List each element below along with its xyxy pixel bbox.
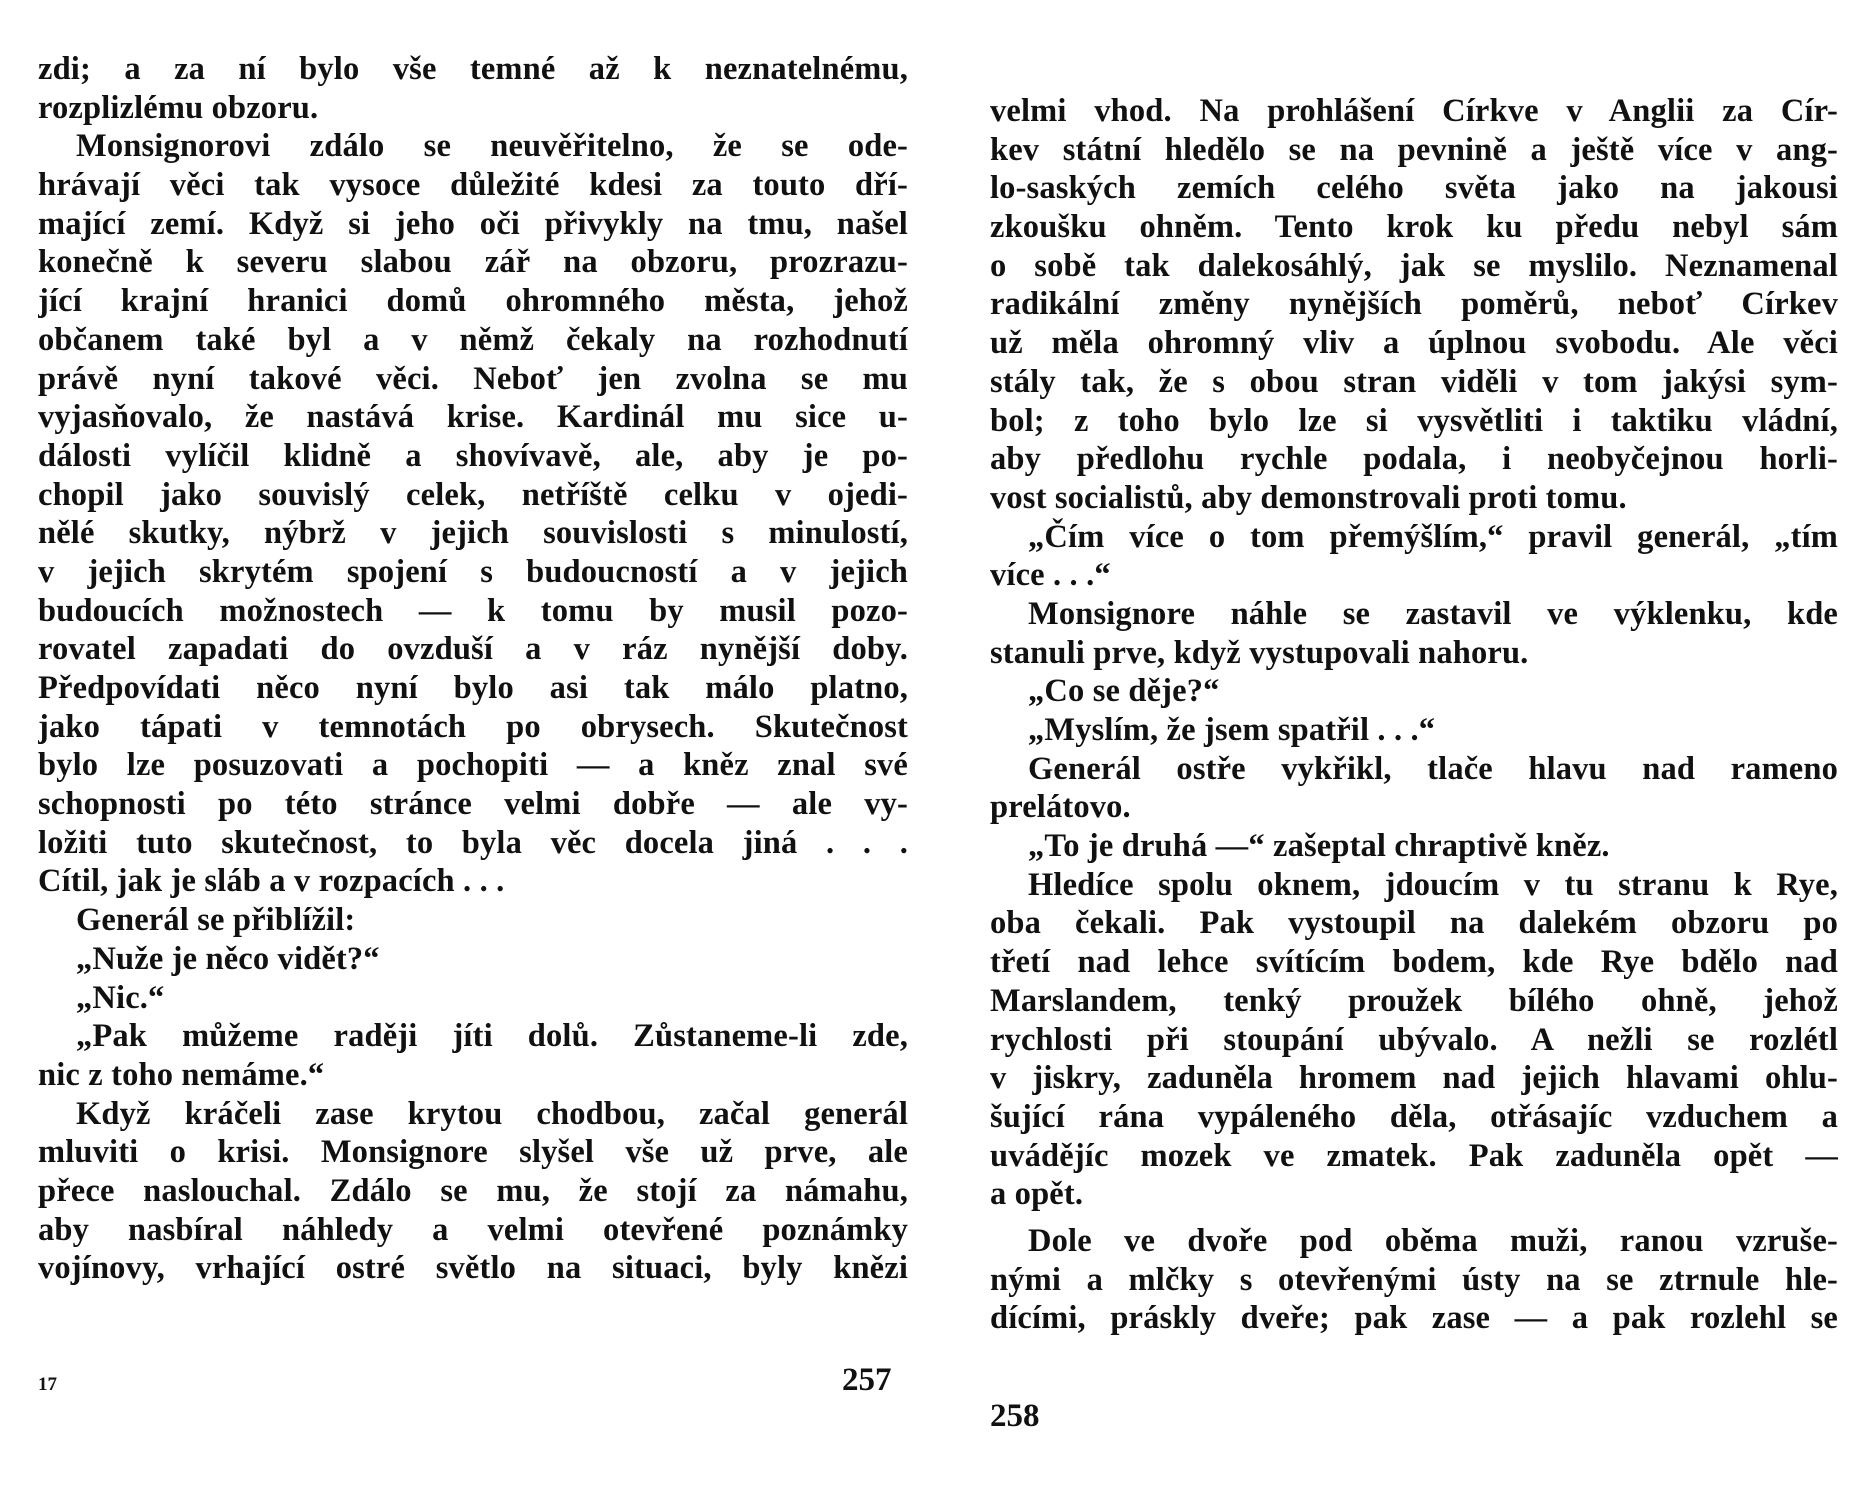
text-line: „Pak můžeme raději jíti dolů. Zůstaneme-li zde, xyxy=(76,1018,908,1055)
text-line: hrávají věci tak vysoce důležité kdesi za touto dří- xyxy=(38,167,908,204)
text-line: a opět. xyxy=(990,1176,1084,1213)
text-line: nělé skutky, nýbrž v jejich souvislosti s minulostí, xyxy=(38,515,908,552)
text-line: „Čím více o tom přemýšlím,“ pravil generál, „tím xyxy=(1028,518,1838,555)
text-line: bylo lze posuzovati a pochopiti — a kněz znal své xyxy=(38,747,908,784)
text-line: dálosti vylíčil klidně a shovívavě, ale, aby je po- xyxy=(38,437,908,474)
text-line: šující rána vypáleného děla, otřásajíc vzduchem a xyxy=(990,1098,1838,1135)
text-line: vyjasňovalo, že nastává krise. Kardinál mu sice u- xyxy=(38,399,908,436)
text-line: Marslandem, tenký proužek bílého ohně, jehož xyxy=(990,982,1838,1019)
text-line: „Co se děje?“ xyxy=(1028,673,1220,710)
text-line: Generál ostře vykřikl, tlače hlavu nad rameno xyxy=(1028,750,1838,787)
text-line: velmi vhod. Na prohlášení Církve v Anglii za Cír- xyxy=(990,93,1838,129)
right-page xyxy=(990,92,1838,1338)
text-line: stály tak, že s obou stran viděli v tom jakýsi sym- xyxy=(990,363,1838,400)
text-line: konečně k severu slabou zář na obzoru, prozrazu- xyxy=(38,244,908,281)
text-line: třetí nad lehce svítícím bodem, kde Rye bdělo nad xyxy=(990,944,1838,981)
text-line: budoucích možnostech — k tomu by musil pozo- xyxy=(38,592,908,629)
text-line: „Nuže je něco vidět?“ xyxy=(76,940,380,977)
text-line: rovatel zapadati do ovzduší a v ráz nynější doby. xyxy=(38,631,908,668)
text-line: přece naslouchal. Zdálo se mu, že stojí za námahu, xyxy=(38,1172,908,1209)
text-line: jící krajní hranici domů ohromného města, jehož xyxy=(38,283,908,320)
text-line: lo-saských zemích celého světa jako na jakousi xyxy=(990,170,1838,207)
text-line: Monsignorovi zdálo se neuvěřitelno, že se ode- xyxy=(76,128,908,165)
text-line: více . . .“ xyxy=(990,557,1111,594)
text-line: v jejich skrytém spojení s budoucností a v jejich xyxy=(38,553,908,590)
text-line: zdi; a za ní bylo vše temné až k neznatelnému, xyxy=(38,51,908,87)
text-line: občanem také byl a v němž čekaly na rozhodnutí xyxy=(38,321,908,358)
text-line: aby předlohu rychle podala, i neobyčejnou horli- xyxy=(990,441,1838,478)
text-line: uvádějíc mozek ve zmatek. Pak zaduněla opět — xyxy=(990,1137,1838,1174)
text-line: vost socialistů, aby demonstrovali proti tomu. xyxy=(990,479,1627,516)
text-line: zkoušku ohněm. Tento krok ku předu nebyl sám xyxy=(990,209,1838,246)
text-line: Generál se přiblížil: xyxy=(76,902,356,939)
text-line: Dole ve dvoře pod oběma muži, ranou vzruše- xyxy=(1028,1222,1838,1259)
text-line: Monsignore náhle se zastavil ve výklenku, kde xyxy=(1028,595,1838,632)
text-line: mající zemí. Když si jeho oči přivykly na tmu, našel xyxy=(38,205,908,242)
left-page xyxy=(38,50,908,1288)
text-line: jako tápati v temnotách po obrysech. Skutečnost xyxy=(38,708,908,745)
text-line: chopil jako souvislý celek, netříště celku v ojedi- xyxy=(38,476,908,513)
text-line: v jiskry, zaduněla hromem nad jejich hlavami ohlu- xyxy=(990,1060,1838,1097)
signature-mark: 17 xyxy=(38,1374,57,1395)
text-line: ložiti tuto skutečnost, to byla věc docela jiná . . . xyxy=(38,824,908,861)
text-line: radikální změny nynějších poměrů, neboť Církev xyxy=(990,286,1838,323)
text-line: dícími, práskly dveře; pak zase — a pak rozlehl se xyxy=(990,1300,1838,1337)
text-line: oba čekali. Pak vystoupil na dalekém obzoru po xyxy=(990,905,1838,942)
page-number-left: 257 xyxy=(842,1362,892,1398)
text-line: už měla ohromný vliv a úplnou svobodu. Ale věci xyxy=(990,325,1838,362)
text-line: „Nic.“ xyxy=(76,979,165,1016)
text-line: prelátovo. xyxy=(990,789,1131,826)
text-line: schopnosti po této stránce velmi dobře — ale vy- xyxy=(38,786,908,823)
text-line: Když kráčeli zase krytou chodbou, začal generál xyxy=(76,1095,908,1132)
text-line: rychlosti při stoupání ubývalo. A nežli se rozlétl xyxy=(990,1021,1838,1058)
text-line: stanuli prve, když vystupovali nahoru. xyxy=(990,634,1529,671)
text-line: Předpovídati něco nyní bylo asi tak málo platno, xyxy=(38,670,908,706)
text-line: nic z toho nemáme.“ xyxy=(38,1056,325,1093)
text-line: rozplizlému obzoru. xyxy=(38,89,319,126)
text-line: „To je druhá —“ zašeptal chraptivě kněz. xyxy=(1028,828,1610,865)
page-number-right: 258 xyxy=(990,1398,1040,1434)
text-line: bol; z toho bylo lze si vysvětliti i taktiku vládní, xyxy=(990,402,1838,439)
text-line: Hledíce spolu oknem, jdoucím v tu stranu k Rye, xyxy=(1028,866,1838,903)
text-line: nými a mlčky s otevřenými ústy na se ztrnule hle- xyxy=(990,1261,1838,1298)
text-line: aby nasbíral náhledy a velmi otevřené poznámky xyxy=(38,1211,908,1248)
text-line: Cítil, jak je sláb a v rozpacích . . . xyxy=(38,863,505,900)
text-line: kev státní hledělo se na pevnině a ještě více v ang- xyxy=(990,131,1838,168)
text-line: o sobě tak dalekosáhlý, jak se myslilo. Neznamenal xyxy=(990,247,1838,284)
text-line: „Myslím, že jsem spatřil . . .“ xyxy=(1028,712,1436,748)
text-line: vojínovy, vrhající ostré světlo na situaci, byly knězi xyxy=(38,1250,908,1287)
text-line: mluviti o krisi. Monsignore slyšel vše už prve, ale xyxy=(38,1134,908,1171)
text-line: právě nyní takové věci. Neboť jen zvolna se mu xyxy=(38,360,908,397)
